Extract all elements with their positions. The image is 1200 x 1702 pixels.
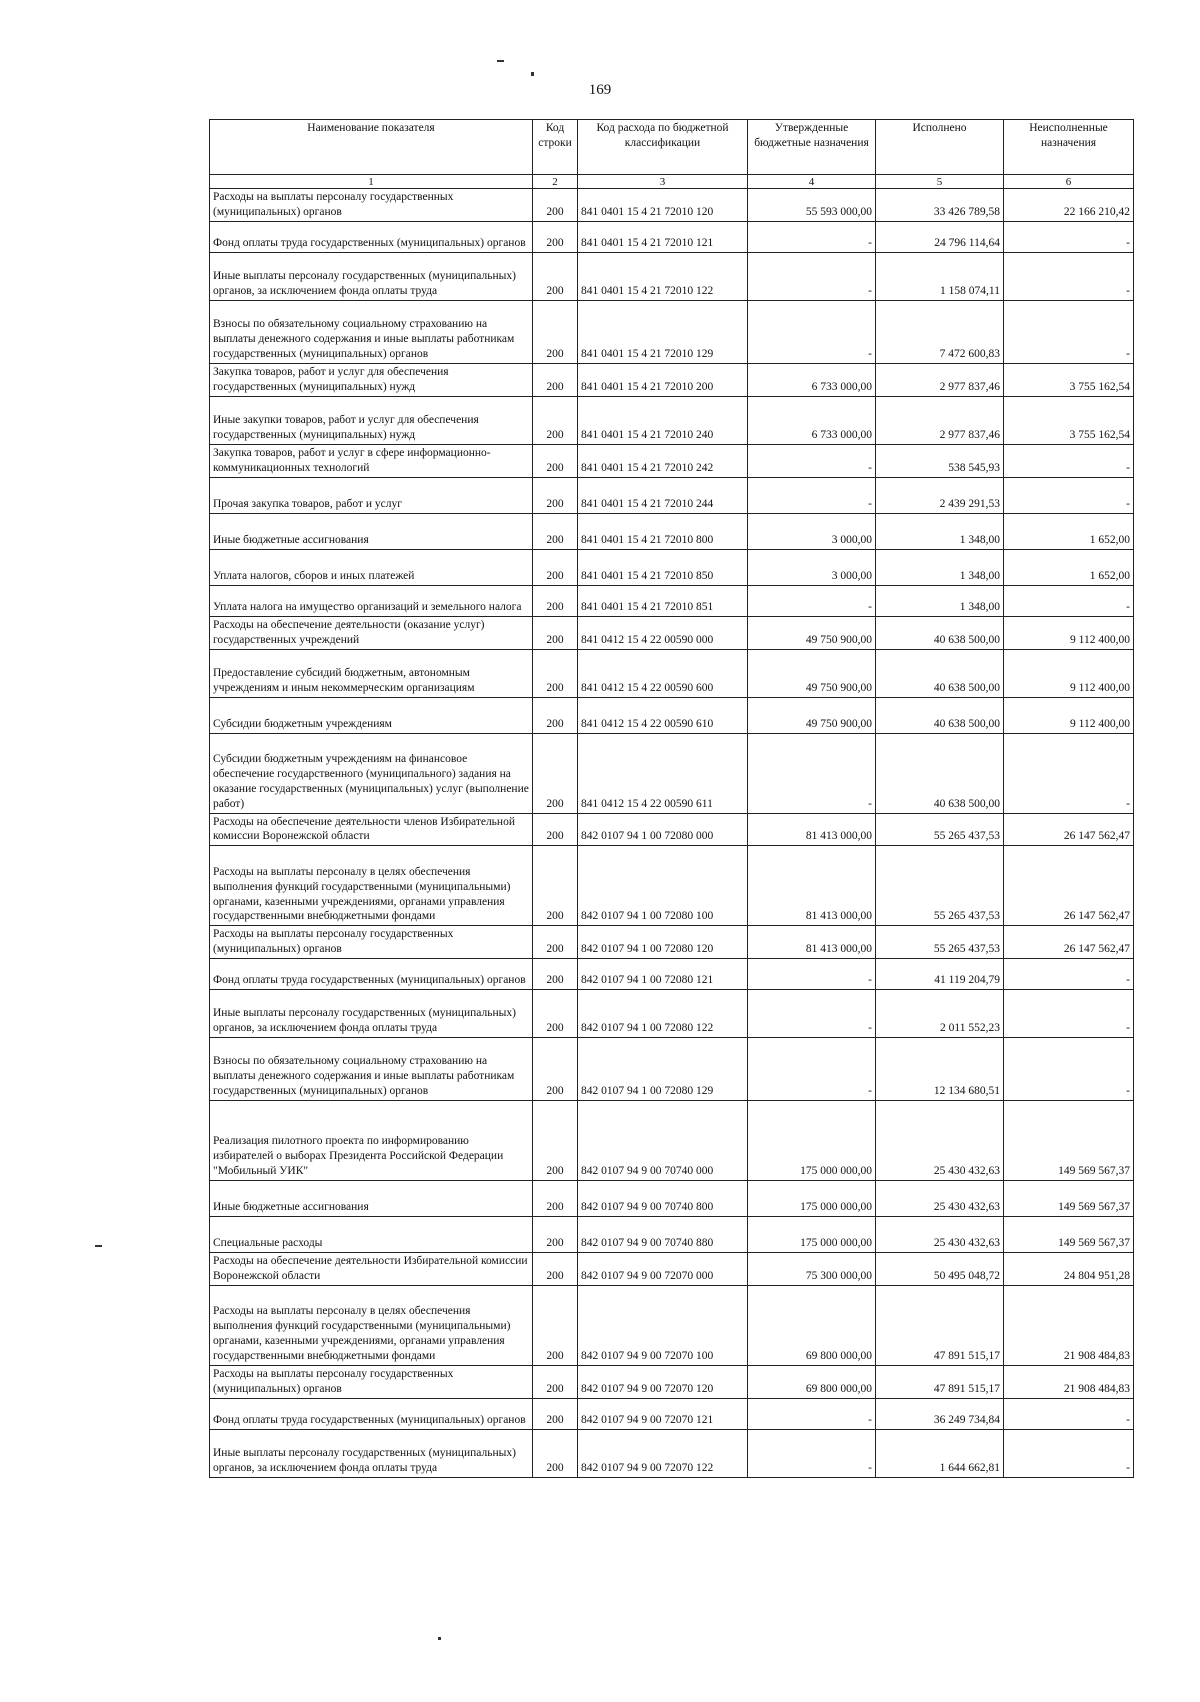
- name-cell: Фонд оплаты труда государственных (муниципальных) органов: [210, 1399, 533, 1430]
- executed-amount-cell: 25 430 432,63: [876, 1101, 1004, 1181]
- budget-code-cell: 841 0401 15 4 21 72010 120: [578, 189, 748, 222]
- executed-amount-cell: 2 439 291,53: [876, 477, 1004, 513]
- executed-amount-cell: 47 891 515,17: [876, 1286, 1004, 1366]
- name-cell: Закупка товаров, работ и услуг в сфере информационно-коммуникационных технологий: [210, 444, 533, 477]
- approved-amount-cell: 3 000,00: [748, 549, 876, 585]
- table-row: [210, 1217, 1134, 1253]
- row-code-cell: 200: [533, 1038, 578, 1101]
- approved-amount-cell: 175 000 000,00: [748, 1101, 876, 1181]
- name-cell: Предоставление субсидий бюджетным, автономным учреждениям и иным некоммерческим организациям: [210, 649, 533, 697]
- table-row: [210, 649, 1134, 697]
- name-cell: Специальные расходы: [210, 1217, 533, 1253]
- approved-amount-cell: 69 800 000,00: [748, 1366, 876, 1399]
- unexecuted-amount-cell: 3 755 162,54: [1004, 396, 1134, 444]
- approved-amount-cell: 49 750 900,00: [748, 616, 876, 649]
- row-code-cell: 200: [533, 585, 578, 616]
- scan-speck: [531, 72, 534, 76]
- row-code-cell: 200: [533, 616, 578, 649]
- budget-code-cell: 842 0107 94 1 00 72080 122: [578, 990, 748, 1038]
- scan-speck: [438, 1637, 441, 1640]
- table-row: [210, 616, 1134, 649]
- name-cell: Закупка товаров, работ и услуг для обеспечения государственных (муниципальных) нужд: [210, 363, 533, 396]
- name-cell: Уплата налога на имущество организаций и земельного налога: [210, 585, 533, 616]
- unexecuted-amount-cell: 149 569 567,37: [1004, 1181, 1134, 1217]
- table-body: [210, 189, 1134, 1478]
- row-code-cell: 200: [533, 990, 578, 1038]
- name-cell: Расходы на выплаты персоналу государственных (муниципальных) органов: [210, 189, 533, 222]
- unexecuted-amount-cell: -: [1004, 477, 1134, 513]
- unexecuted-amount-cell: -: [1004, 1399, 1134, 1430]
- unexecuted-amount-cell: 149 569 567,37: [1004, 1101, 1134, 1181]
- unexecuted-amount-cell: 9 112 400,00: [1004, 697, 1134, 733]
- approved-amount-cell: 75 300 000,00: [748, 1253, 876, 1286]
- unexecuted-amount-cell: 21 908 484,83: [1004, 1286, 1134, 1366]
- executed-amount-cell: 2 011 552,23: [876, 990, 1004, 1038]
- row-code-cell: 200: [533, 1430, 578, 1478]
- approved-amount-cell: 55 593 000,00: [748, 189, 876, 222]
- table-row: [210, 733, 1134, 813]
- name-cell: Взносы по обязательному социальному страхованию на выплаты денежного содержания и иные выплаты работникам государственных (муниципальных) органов: [210, 1038, 533, 1101]
- table-row: [210, 513, 1134, 549]
- unexecuted-amount-cell: -: [1004, 733, 1134, 813]
- name-cell: Субсидии бюджетным учреждениям: [210, 697, 533, 733]
- budget-execution-table: [209, 119, 1134, 1478]
- row-code-cell: 200: [533, 1366, 578, 1399]
- unexecuted-amount-cell: -: [1004, 1430, 1134, 1478]
- table-row: [210, 396, 1134, 444]
- name-cell: Расходы на обеспечение деятельности (оказание услуг) государственных учреждений: [210, 616, 533, 649]
- column-number: 5: [876, 175, 1004, 189]
- budget-code-cell: 841 0401 15 4 21 72010 240: [578, 396, 748, 444]
- row-code-cell: 200: [533, 1399, 578, 1430]
- table-row: [210, 444, 1134, 477]
- name-cell: Прочая закупка товаров, работ и услуг: [210, 477, 533, 513]
- row-code-cell: 200: [533, 444, 578, 477]
- table-row: [210, 1101, 1134, 1181]
- header-cell: Исполнено: [876, 120, 1004, 175]
- budget-code-cell: 842 0107 94 1 00 72080 121: [578, 959, 748, 990]
- executed-amount-cell: 7 472 600,83: [876, 300, 1004, 363]
- row-code-cell: 200: [533, 363, 578, 396]
- executed-amount-cell: 25 430 432,63: [876, 1217, 1004, 1253]
- header-cell: Утвержденные бюджетные назначения: [748, 120, 876, 175]
- approved-amount-cell: -: [748, 585, 876, 616]
- table-row: [210, 189, 1134, 222]
- table-row: [210, 1038, 1134, 1101]
- budget-code-cell: 842 0107 94 9 00 72070 100: [578, 1286, 748, 1366]
- header-cell: Код строки: [533, 120, 578, 175]
- executed-amount-cell: 24 796 114,64: [876, 221, 1004, 252]
- budget-code-cell: 842 0107 94 9 00 72070 122: [578, 1430, 748, 1478]
- row-code-cell: 200: [533, 813, 578, 846]
- approved-amount-cell: 175 000 000,00: [748, 1217, 876, 1253]
- row-code-cell: 200: [533, 221, 578, 252]
- budget-code-cell: 842 0107 94 9 00 70740 000: [578, 1101, 748, 1181]
- unexecuted-amount-cell: 9 112 400,00: [1004, 616, 1134, 649]
- budget-code-cell: 841 0412 15 4 22 00590 611: [578, 733, 748, 813]
- name-cell: Фонд оплаты труда государственных (муниципальных) органов: [210, 221, 533, 252]
- unexecuted-amount-cell: 9 112 400,00: [1004, 649, 1134, 697]
- unexecuted-amount-cell: -: [1004, 1038, 1134, 1101]
- budget-code-cell: 842 0107 94 1 00 72080 129: [578, 1038, 748, 1101]
- unexecuted-amount-cell: -: [1004, 252, 1134, 300]
- approved-amount-cell: 69 800 000,00: [748, 1286, 876, 1366]
- scan-speck: [497, 60, 504, 62]
- table-row: [210, 477, 1134, 513]
- name-cell: Субсидии бюджетным учреждениям на финансовое обеспечение государственного (муниципального) задания на оказание государственных (муниципальных) услуг (выполнение работ): [210, 733, 533, 813]
- executed-amount-cell: 36 249 734,84: [876, 1399, 1004, 1430]
- executed-amount-cell: 40 638 500,00: [876, 649, 1004, 697]
- executed-amount-cell: 538 545,93: [876, 444, 1004, 477]
- column-number: 6: [1004, 175, 1134, 189]
- row-code-cell: 200: [533, 189, 578, 222]
- header-cell: Наименование показателя: [210, 120, 533, 175]
- executed-amount-cell: 50 495 048,72: [876, 1253, 1004, 1286]
- budget-code-cell: 841 0401 15 4 21 72010 850: [578, 549, 748, 585]
- executed-amount-cell: 40 638 500,00: [876, 697, 1004, 733]
- executed-amount-cell: 55 265 437,53: [876, 926, 1004, 959]
- name-cell: Фонд оплаты труда государственных (муниципальных) органов: [210, 959, 533, 990]
- table-row: [210, 1430, 1134, 1478]
- unexecuted-amount-cell: -: [1004, 444, 1134, 477]
- unexecuted-amount-cell: -: [1004, 959, 1134, 990]
- table-row: [210, 363, 1134, 396]
- budget-code-cell: 841 0412 15 4 22 00590 610: [578, 697, 748, 733]
- page-number: 169: [588, 82, 612, 98]
- name-cell: Расходы на выплаты персоналу государственных (муниципальных) органов: [210, 926, 533, 959]
- executed-amount-cell: 12 134 680,51: [876, 1038, 1004, 1101]
- header-cell: Неисполненные назначения: [1004, 120, 1134, 175]
- executed-amount-cell: 1 348,00: [876, 549, 1004, 585]
- row-code-cell: 200: [533, 697, 578, 733]
- table-row: [210, 990, 1134, 1038]
- approved-amount-cell: -: [748, 990, 876, 1038]
- name-cell: Иные бюджетные ассигнования: [210, 1181, 533, 1217]
- budget-code-cell: 841 0401 15 4 21 72010 121: [578, 221, 748, 252]
- executed-amount-cell: 1 348,00: [876, 513, 1004, 549]
- budget-code-cell: 842 0107 94 9 00 70740 800: [578, 1181, 748, 1217]
- budget-code-cell: 841 0401 15 4 21 72010 244: [578, 477, 748, 513]
- row-code-cell: 200: [533, 959, 578, 990]
- unexecuted-amount-cell: -: [1004, 221, 1134, 252]
- name-cell: Расходы на выплаты персоналу в целях обеспечения выполнения функций государственными (муниципальными) органами, казенными учреждениями, органами управления государственными внебюджетными фондами: [210, 1286, 533, 1366]
- table-row: [210, 1366, 1134, 1399]
- name-cell: Иные закупки товаров, работ и услуг для обеспечения государственных (муниципальных) нужд: [210, 396, 533, 444]
- budget-code-cell: 842 0107 94 1 00 72080 000: [578, 813, 748, 846]
- approved-amount-cell: 6 733 000,00: [748, 363, 876, 396]
- row-code-cell: 200: [533, 300, 578, 363]
- budget-code-cell: 841 0401 15 4 21 72010 129: [578, 300, 748, 363]
- table-row: [210, 1253, 1134, 1286]
- approved-amount-cell: -: [748, 444, 876, 477]
- approved-amount-cell: 81 413 000,00: [748, 846, 876, 926]
- row-code-cell: 200: [533, 513, 578, 549]
- executed-amount-cell: 2 977 837,46: [876, 396, 1004, 444]
- approved-amount-cell: 81 413 000,00: [748, 813, 876, 846]
- executed-amount-cell: 55 265 437,53: [876, 813, 1004, 846]
- budget-code-cell: 842 0107 94 9 00 72070 121: [578, 1399, 748, 1430]
- table-row: [210, 1286, 1134, 1366]
- approved-amount-cell: 6 733 000,00: [748, 396, 876, 444]
- row-code-cell: 200: [533, 1217, 578, 1253]
- table-row: [210, 1181, 1134, 1217]
- budget-code-cell: 842 0107 94 9 00 70740 880: [578, 1217, 748, 1253]
- name-cell: Расходы на обеспечение деятельности членов Избирательной комиссии Воронежской области: [210, 813, 533, 846]
- executed-amount-cell: 25 430 432,63: [876, 1181, 1004, 1217]
- budget-code-cell: 842 0107 94 9 00 72070 120: [578, 1366, 748, 1399]
- row-code-cell: 200: [533, 1253, 578, 1286]
- unexecuted-amount-cell: 149 569 567,37: [1004, 1217, 1134, 1253]
- unexecuted-amount-cell: 26 147 562,47: [1004, 846, 1134, 926]
- name-cell: Иные выплаты персоналу государственных (муниципальных) органов, за исключением фонда оплаты труда: [210, 252, 533, 300]
- row-code-cell: 200: [533, 926, 578, 959]
- approved-amount-cell: -: [748, 733, 876, 813]
- unexecuted-amount-cell: 24 804 951,28: [1004, 1253, 1134, 1286]
- budget-code-cell: 841 0412 15 4 22 00590 000: [578, 616, 748, 649]
- header-cell: Код расхода по бюджетной классификации: [578, 120, 748, 175]
- name-cell: Иные выплаты персоналу государственных (муниципальных) органов, за исключением фонда оплаты труда: [210, 990, 533, 1038]
- executed-amount-cell: 1 644 662,81: [876, 1430, 1004, 1478]
- name-cell: Расходы на выплаты персоналу в целях обеспечения выполнения функций государственными (муниципальными) органами, казенными учреждениями, органами управления государственными внебюджетными фондами: [210, 846, 533, 926]
- table-row: [210, 221, 1134, 252]
- row-code-cell: 200: [533, 477, 578, 513]
- budget-code-cell: 842 0107 94 1 00 72080 120: [578, 926, 748, 959]
- row-code-cell: 200: [533, 252, 578, 300]
- table-row: [210, 300, 1134, 363]
- executed-amount-cell: 1 158 074,11: [876, 252, 1004, 300]
- table-row: [210, 252, 1134, 300]
- executed-amount-cell: 1 348,00: [876, 585, 1004, 616]
- executed-amount-cell: 41 119 204,79: [876, 959, 1004, 990]
- approved-amount-cell: -: [748, 477, 876, 513]
- approved-amount-cell: 175 000 000,00: [748, 1181, 876, 1217]
- row-code-cell: 200: [533, 396, 578, 444]
- budget-code-cell: 841 0412 15 4 22 00590 600: [578, 649, 748, 697]
- executed-amount-cell: 47 891 515,17: [876, 1366, 1004, 1399]
- executed-amount-cell: 40 638 500,00: [876, 733, 1004, 813]
- budget-code-cell: 842 0107 94 9 00 72070 000: [578, 1253, 748, 1286]
- name-cell: Расходы на обеспечение деятельности Избирательной комиссии Воронежской области: [210, 1253, 533, 1286]
- table-row: [210, 549, 1134, 585]
- name-cell: Реализация пилотного проекта по информированию избирателей о выборах Президента Российской Федерации "Мобильный УИК": [210, 1101, 533, 1181]
- header-row: [210, 120, 1134, 175]
- row-code-cell: 200: [533, 846, 578, 926]
- unexecuted-amount-cell: 22 166 210,42: [1004, 189, 1134, 222]
- executed-amount-cell: 40 638 500,00: [876, 616, 1004, 649]
- budget-code-cell: 841 0401 15 4 21 72010 122: [578, 252, 748, 300]
- row-code-cell: 200: [533, 733, 578, 813]
- column-number: 1: [210, 175, 533, 189]
- approved-amount-cell: -: [748, 300, 876, 363]
- budget-code-cell: 841 0401 15 4 21 72010 242: [578, 444, 748, 477]
- scan-speck: [95, 1245, 102, 1247]
- table-row: [210, 1399, 1134, 1430]
- table-row: [210, 585, 1134, 616]
- unexecuted-amount-cell: 21 908 484,83: [1004, 1366, 1134, 1399]
- row-code-cell: 200: [533, 1181, 578, 1217]
- unexecuted-amount-cell: 3 755 162,54: [1004, 363, 1134, 396]
- unexecuted-amount-cell: 1 652,00: [1004, 549, 1134, 585]
- name-cell: Иные бюджетные ассигнования: [210, 513, 533, 549]
- executed-amount-cell: 2 977 837,46: [876, 363, 1004, 396]
- name-cell: Расходы на выплаты персоналу государственных (муниципальных) органов: [210, 1366, 533, 1399]
- approved-amount-cell: -: [748, 252, 876, 300]
- table-row: [210, 697, 1134, 733]
- row-code-cell: 200: [533, 1286, 578, 1366]
- unexecuted-amount-cell: 1 652,00: [1004, 513, 1134, 549]
- table-row: [210, 926, 1134, 959]
- name-cell: Взносы по обязательному социальному страхованию на выплаты денежного содержания и иные выплаты работникам государственных (муниципальных) органов: [210, 300, 533, 363]
- approved-amount-cell: 81 413 000,00: [748, 926, 876, 959]
- row-code-cell: 200: [533, 649, 578, 697]
- approved-amount-cell: 49 750 900,00: [748, 649, 876, 697]
- unexecuted-amount-cell: -: [1004, 585, 1134, 616]
- budget-code-cell: 841 0401 15 4 21 72010 200: [578, 363, 748, 396]
- column-number: 4: [748, 175, 876, 189]
- approved-amount-cell: -: [748, 1399, 876, 1430]
- budget-code-cell: 841 0401 15 4 21 72010 800: [578, 513, 748, 549]
- unexecuted-amount-cell: 26 147 562,47: [1004, 926, 1134, 959]
- approved-amount-cell: 3 000,00: [748, 513, 876, 549]
- unexecuted-amount-cell: 26 147 562,47: [1004, 813, 1134, 846]
- executed-amount-cell: 55 265 437,53: [876, 846, 1004, 926]
- unexecuted-amount-cell: -: [1004, 990, 1134, 1038]
- approved-amount-cell: -: [748, 1430, 876, 1478]
- approved-amount-cell: -: [748, 959, 876, 990]
- approved-amount-cell: -: [748, 1038, 876, 1101]
- budget-code-cell: 842 0107 94 1 00 72080 100: [578, 846, 748, 926]
- row-code-cell: 200: [533, 1101, 578, 1181]
- table-row: [210, 959, 1134, 990]
- column-number-row: [210, 175, 1134, 189]
- budget-code-cell: 841 0401 15 4 21 72010 851: [578, 585, 748, 616]
- approved-amount-cell: -: [748, 221, 876, 252]
- unexecuted-amount-cell: -: [1004, 300, 1134, 363]
- column-number: 2: [533, 175, 578, 189]
- table-row: [210, 846, 1134, 926]
- name-cell: Иные выплаты персоналу государственных (муниципальных) органов, за исключением фонда оплаты труда: [210, 1430, 533, 1478]
- approved-amount-cell: 49 750 900,00: [748, 697, 876, 733]
- executed-amount-cell: 33 426 789,58: [876, 189, 1004, 222]
- column-number: 3: [578, 175, 748, 189]
- row-code-cell: 200: [533, 549, 578, 585]
- name-cell: Уплата налогов, сборов и иных платежей: [210, 549, 533, 585]
- table-row: [210, 813, 1134, 846]
